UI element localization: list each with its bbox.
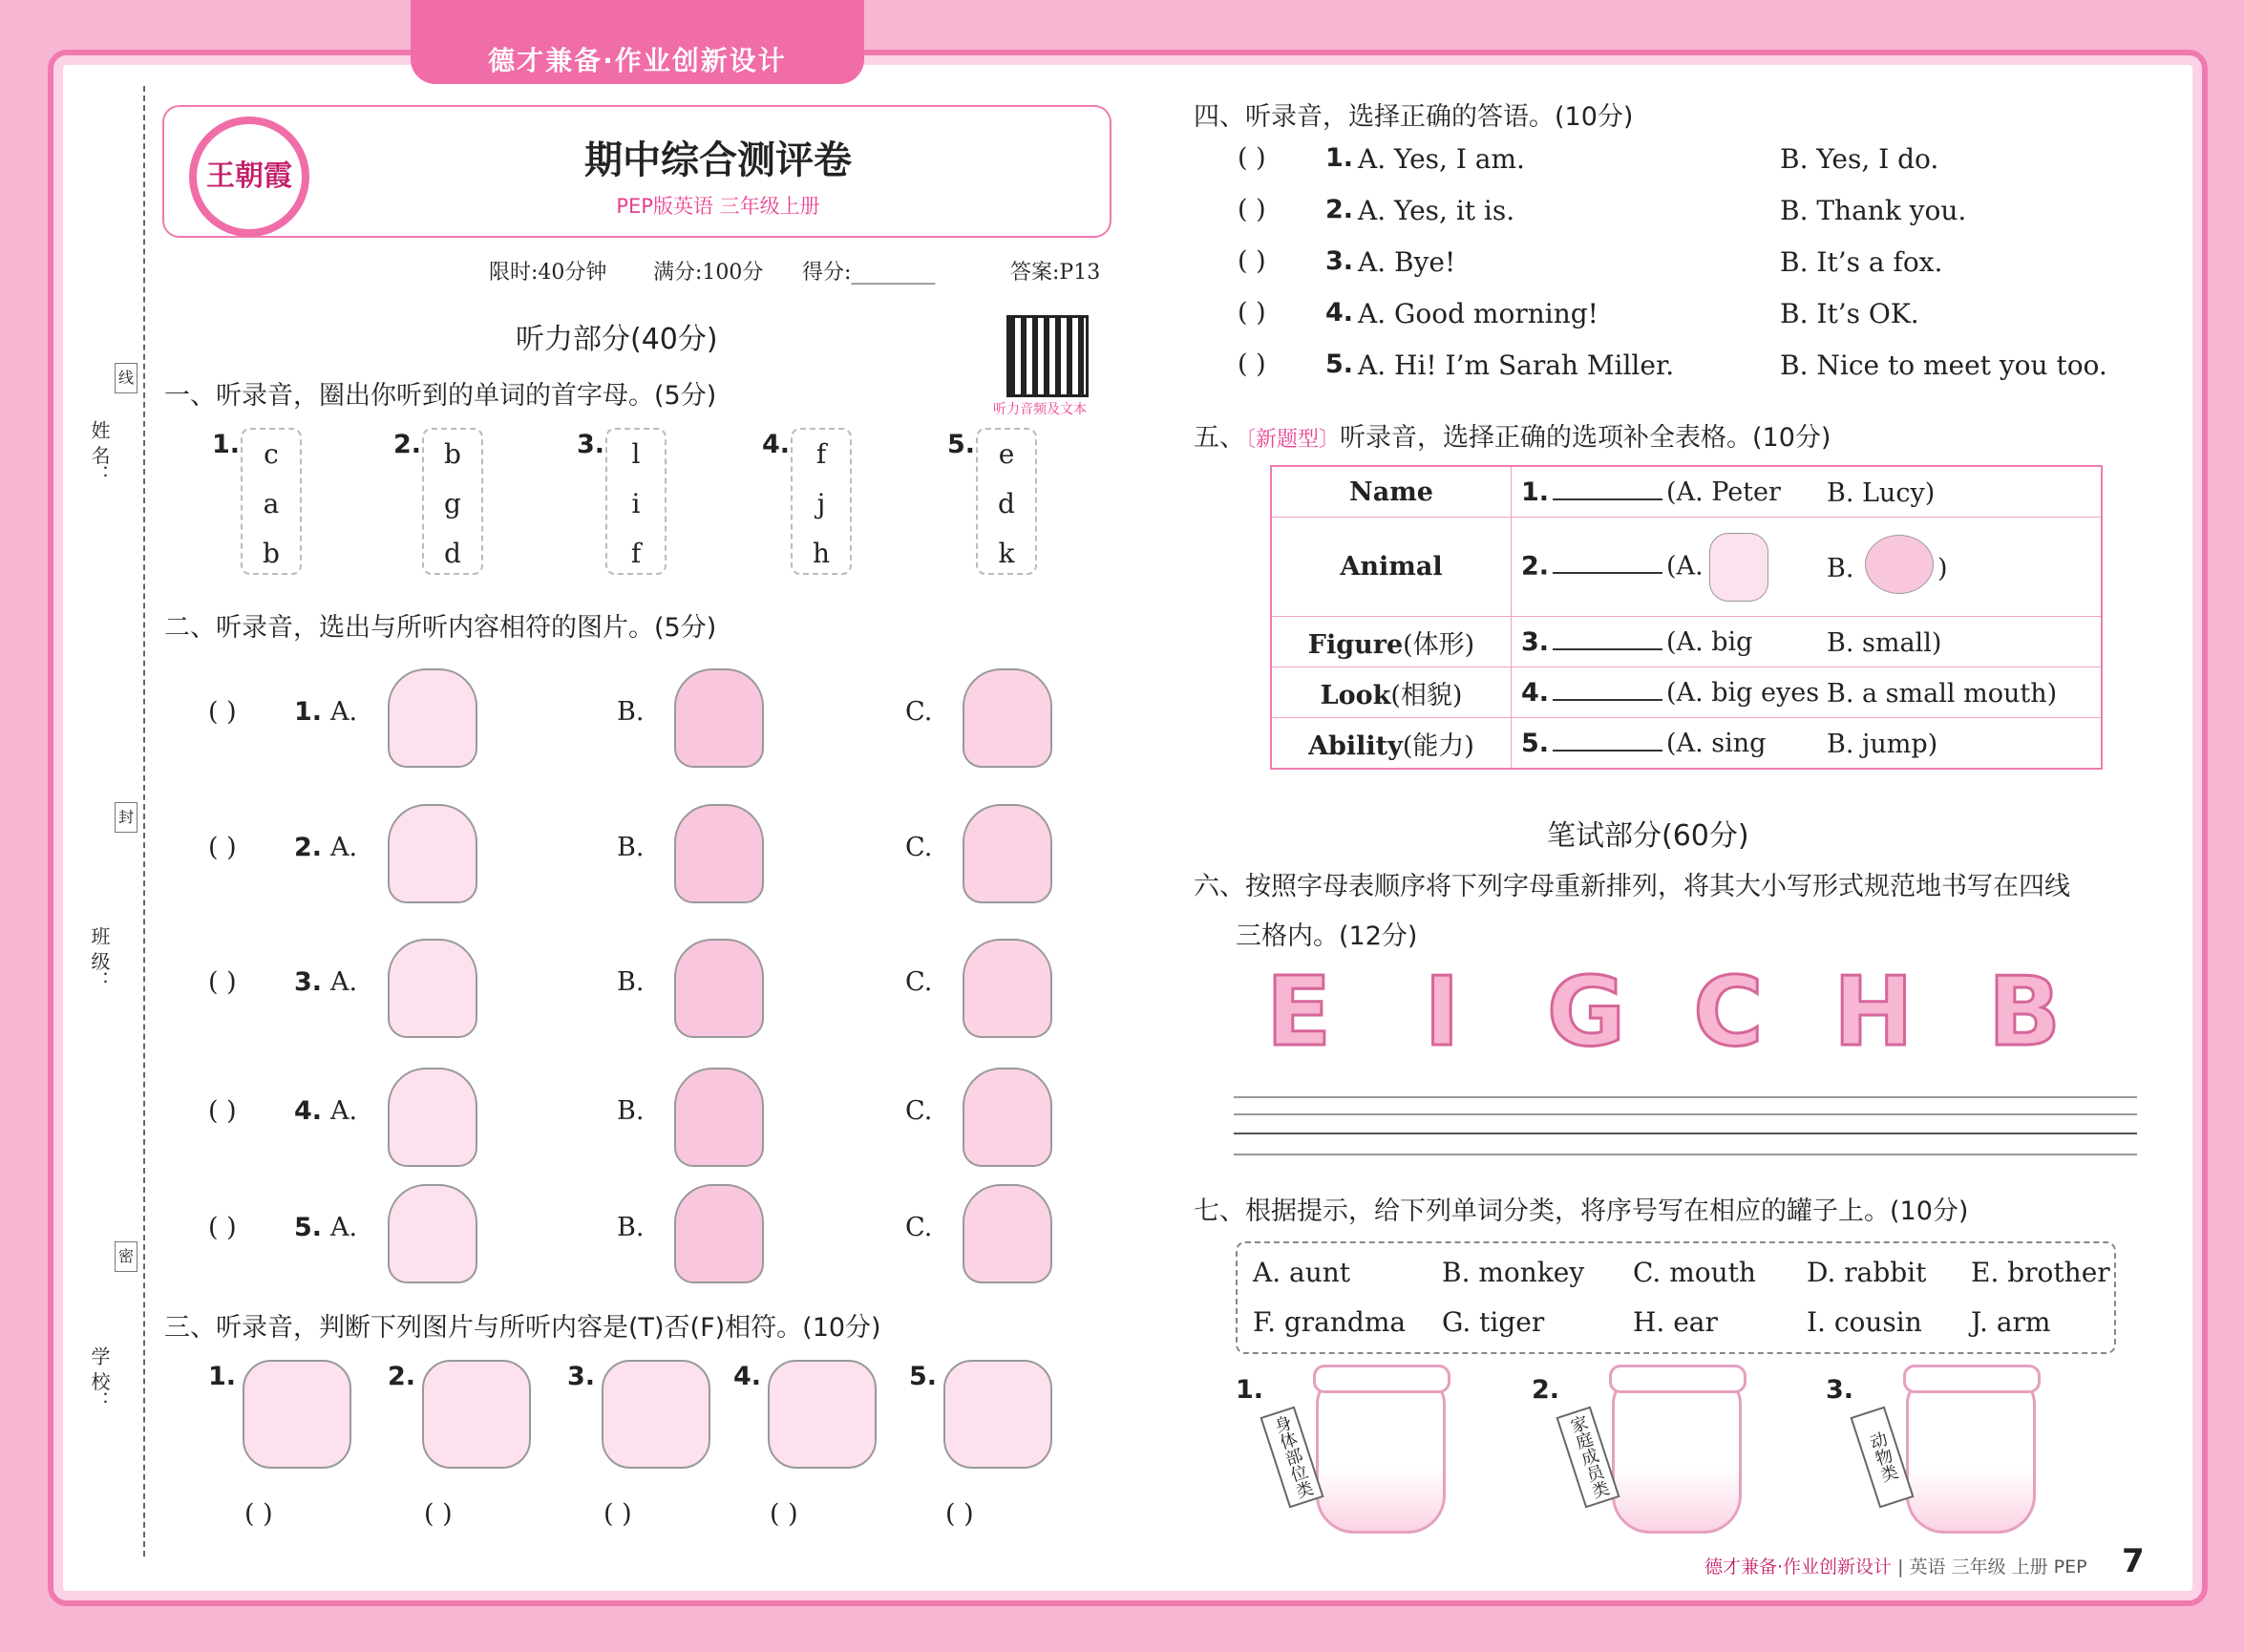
letter-choice-box <box>976 428 1037 575</box>
option-a-label: A. <box>330 833 358 862</box>
giraffe-icon[interactable] <box>963 939 1052 1038</box>
section-1-title: 一、听录音，圈出你听到的单词的首字母。(5分) <box>164 381 717 411</box>
s5-item-number: 2. <box>1521 551 1550 581</box>
answer-paren[interactable]: ( ) <box>208 1096 237 1126</box>
section-7-title: 七、根据提示，给下列单词分类，将序号写在相应的罐子上。(10分) <box>1194 1197 1969 1226</box>
option-c-label: C. <box>905 967 933 997</box>
s4-option-a[interactable]: A. Bye! <box>1358 246 1456 278</box>
score-blank[interactable]: 得分:________ <box>802 261 936 285</box>
s4-item-number: 2. <box>1325 195 1354 224</box>
paper-subtitle: PEP版英语 三年级上册 <box>616 195 820 218</box>
page-frame <box>48 50 2208 1606</box>
tf-answer-paren[interactable]: ( ) <box>244 1499 273 1529</box>
option-b-label: B. <box>617 1213 645 1242</box>
letter-option[interactable]: f <box>815 438 827 470</box>
s4-item-number: 1. <box>1325 143 1354 173</box>
brand-logo: 王朝霞 <box>189 116 309 237</box>
word-item: A. aunt <box>1253 1257 1351 1288</box>
tf-picture-icon <box>943 1360 1052 1469</box>
row-header-en: Figure <box>1307 629 1404 660</box>
jar-number: 2. <box>1532 1375 1560 1405</box>
table-row <box>1271 667 2102 718</box>
table-row <box>1271 466 2102 518</box>
letter-choice-box <box>605 428 667 575</box>
elephant-icon[interactable] <box>674 939 764 1038</box>
hospital-icon[interactable] <box>963 1184 1052 1283</box>
page-number: 7 <box>2122 1542 2145 1580</box>
option-b-label: B. <box>617 833 645 862</box>
cartoon-letter: E <box>1265 956 1332 1068</box>
s4-answer-paren[interactable]: ( ) <box>1238 298 1266 328</box>
s4-option-b[interactable]: B. It’s a fox. <box>1780 246 1943 278</box>
s5-option-b[interactable]: B. small) <box>1827 628 1942 658</box>
cat-icon <box>1709 533 1768 602</box>
tf-picture-icon <box>422 1360 531 1469</box>
s5-item-number: 3. <box>1521 626 1550 657</box>
s2-item-number: 4. <box>294 1096 323 1126</box>
jar-lid <box>1609 1365 1747 1393</box>
tf-answer-paren[interactable]: ( ) <box>424 1499 453 1529</box>
s4-item-number: 4. <box>1325 298 1354 328</box>
letter-option[interactable]: b <box>444 438 461 470</box>
s5-option-a[interactable]: (A. Peter <box>1666 477 1781 507</box>
paren-close: ) <box>1937 554 1948 583</box>
four-line-1 <box>1234 1096 2137 1098</box>
option-a-label: A. <box>330 1096 358 1126</box>
row-header-cn: (体形) <box>1403 629 1475 660</box>
section-4-title: 四、听录音，选择正确的答语。(10分) <box>1194 102 1634 132</box>
s4-item-number: 5. <box>1325 349 1354 379</box>
word-item: G. tiger <box>1442 1306 1545 1338</box>
children-playing-icon[interactable] <box>674 1068 764 1167</box>
jar-icon[interactable] <box>1316 1375 1446 1534</box>
tiger-icon[interactable] <box>963 804 1052 903</box>
row-header-en: Animal <box>1340 552 1443 582</box>
section-6-title-line1: 六、按照字母表顺序将下列字母重新排列，将其大小写形式规范地书写在四线 <box>1194 872 2070 901</box>
s5-item-number: 4. <box>1521 677 1550 708</box>
s1-item-number: 2. <box>393 430 422 459</box>
section-5-title <box>1194 416 1831 454</box>
word-item: D. rabbit <box>1807 1257 1927 1288</box>
s4-option-b[interactable]: B. Nice to meet you too. <box>1780 349 2107 381</box>
row-options <box>1512 617 2103 667</box>
letter-choice-box <box>241 428 302 575</box>
class-field: 班 级： <box>88 926 111 990</box>
row-options <box>1512 466 2103 518</box>
s3-item-number: 1. <box>208 1362 237 1391</box>
school-building-icon[interactable] <box>674 1184 764 1283</box>
section-6-title-line2: 三格内。(12分) <box>1236 921 1418 951</box>
row-header-en: Name <box>1349 477 1433 507</box>
s1-item-number: 1. <box>212 430 241 459</box>
row-header <box>1271 518 1512 617</box>
grandpa-icon[interactable] <box>963 668 1052 768</box>
row-header <box>1271 466 1512 518</box>
new-type-tag: 〔新题型〕 <box>1245 428 1341 452</box>
table-row <box>1271 518 2102 617</box>
option-c-label: C. <box>905 1096 933 1126</box>
qr-caption: 听力音频及文本 <box>993 402 1087 417</box>
answer-paren[interactable]: ( ) <box>208 697 237 727</box>
jar-number: 3. <box>1826 1375 1854 1405</box>
time-limit: 限时:40分钟 <box>489 261 607 285</box>
s4-option-a[interactable]: A. Yes, I am. <box>1358 143 1525 175</box>
footer-rest: | 英语 三年级 上册 PEP <box>1897 1557 2087 1578</box>
word-item: F. grandma <box>1253 1306 1407 1338</box>
s2-item-number: 2. <box>294 833 323 862</box>
tf-answer-paren[interactable]: ( ) <box>603 1499 632 1529</box>
letter-option[interactable]: i <box>631 488 641 519</box>
letter-choice-box <box>791 428 852 575</box>
tf-answer-paren[interactable]: ( ) <box>770 1499 798 1529</box>
answer-paren[interactable]: ( ) <box>208 833 237 862</box>
monkey-icon[interactable] <box>388 939 477 1038</box>
section-5-prefix: 五、 <box>1194 423 1245 453</box>
letter-option[interactable]: d <box>998 488 1015 519</box>
answer-blank[interactable] <box>1553 750 1662 752</box>
s5-option-a[interactable]: (A. big eyes <box>1666 677 1820 708</box>
s5-option-b[interactable]: B. jump) <box>1827 730 1938 759</box>
brand-tab: 德才兼备·作业创新设计 <box>411 0 864 84</box>
s1-item-number: 4. <box>762 430 791 459</box>
letter-option[interactable]: a <box>263 488 280 519</box>
cartoon-letter: H <box>1833 956 1914 1068</box>
s1-item-number: 5. <box>947 430 976 459</box>
letter-option[interactable]: h <box>812 538 831 569</box>
row-header-en: Look <box>1320 680 1391 710</box>
row-header <box>1271 718 1512 770</box>
s4-option-b[interactable]: B. It’s OK. <box>1780 298 1919 329</box>
jar-tag: 家庭成员类 <box>1556 1407 1619 1509</box>
table-row <box>1271 718 2102 770</box>
cartoon-letter: C <box>1693 956 1764 1068</box>
jar-lid <box>1903 1365 2041 1393</box>
four-line-2 <box>1234 1113 2137 1115</box>
boy-icon[interactable] <box>388 668 477 768</box>
writing-part-title: 笔试部分(60分) <box>1547 819 1749 853</box>
zoo-gate-icon[interactable] <box>388 1184 477 1283</box>
s4-answer-paren[interactable]: ( ) <box>1238 195 1266 224</box>
option-b-label: B. <box>617 1096 645 1126</box>
section-5-text: 听录音，选择正确的选项补全表格。(10分) <box>1340 423 1831 453</box>
word-item: I. cousin <box>1807 1306 1922 1338</box>
s3-item-number: 2. <box>388 1362 416 1391</box>
s5-item-number: 1. <box>1521 477 1550 507</box>
s4-option-a[interactable]: A. Yes, it is. <box>1358 195 1515 226</box>
s3-item-number: 4. <box>733 1362 762 1391</box>
letter-option[interactable]: c <box>264 438 279 470</box>
girl-icon[interactable] <box>674 668 764 768</box>
letter-option[interactable]: e <box>998 438 1015 470</box>
s4-option-b[interactable]: B. Thank you. <box>1780 195 1967 226</box>
s5-option-b[interactable]: B. Lucy) <box>1827 478 1936 508</box>
answer-blank[interactable] <box>1553 648 1662 650</box>
rabbit-icon[interactable] <box>674 804 764 903</box>
s5-option-a[interactable]: (A. sing <box>1666 728 1767 758</box>
name-field: 姓 名： <box>88 420 111 484</box>
s2-item-number: 5. <box>294 1213 323 1242</box>
qr-code-icon[interactable] <box>1006 315 1089 397</box>
tf-picture-icon <box>243 1360 351 1469</box>
row-header <box>1271 617 1512 667</box>
school-field: 学 校： <box>88 1346 111 1410</box>
word-item: C. mouth <box>1633 1257 1756 1288</box>
full-score: 满分:100分 <box>653 261 764 285</box>
answer-blank[interactable] <box>1553 699 1662 701</box>
row-header-cn: (相貌) <box>1390 680 1463 710</box>
word-item: J. arm <box>1971 1306 2051 1338</box>
letter-option[interactable]: g <box>444 488 461 519</box>
jar-lid <box>1313 1365 1450 1393</box>
letter-option[interactable]: l <box>631 438 641 470</box>
fill-table <box>1270 465 2103 770</box>
paper-title: 期中综合测评卷 <box>584 138 852 182</box>
s2-item-number: 1. <box>294 697 323 727</box>
s5-option-b[interactable]: B. <box>1827 554 1854 583</box>
option-c-label: C. <box>905 833 933 862</box>
answer-blank[interactable] <box>1553 498 1662 500</box>
letter-option[interactable]: b <box>263 538 280 569</box>
letter-option[interactable]: f <box>630 538 642 569</box>
jar-tag: 动物类 <box>1850 1407 1914 1509</box>
answer-ref: 答案:P13 <box>1010 261 1101 285</box>
s5-option-a[interactable]: (A. big <box>1666 626 1753 657</box>
table-row <box>1271 617 2102 667</box>
cut-line-mark: 线 <box>115 363 138 393</box>
seal-mark: 封 <box>115 802 138 833</box>
footer-brand: 德才兼备·作业创新设计 <box>1704 1557 1893 1578</box>
tf-picture-icon <box>602 1360 710 1469</box>
option-b-label: B. <box>617 697 645 727</box>
two-boys-icon[interactable] <box>388 1068 477 1167</box>
row-header <box>1271 667 1512 718</box>
s3-item-number: 3. <box>567 1362 596 1391</box>
option-a-label: A. <box>330 697 358 727</box>
jar-tag: 身体部位类 <box>1260 1407 1323 1509</box>
paper-header <box>162 105 1111 238</box>
word-item: B. monkey <box>1442 1257 1585 1288</box>
s2-item-number: 3. <box>294 967 323 997</box>
section-3-title: 三、听录音，判断下列图片与所听内容是(T)否(F)相符。(10分) <box>164 1313 881 1343</box>
s4-answer-paren[interactable]: ( ) <box>1238 143 1266 173</box>
letter-choice-box <box>422 428 483 575</box>
s4-item-number: 3. <box>1325 246 1354 276</box>
option-a-label: A. <box>330 967 358 997</box>
cartoon-letter: B <box>1987 956 2062 1068</box>
answer-paren[interactable]: ( ) <box>208 967 237 997</box>
row-header-cn: (能力) <box>1402 731 1474 761</box>
boys-helping-icon[interactable] <box>963 1068 1052 1167</box>
letter-option[interactable]: j <box>816 488 826 519</box>
s3-item-number: 5. <box>909 1362 938 1391</box>
s4-answer-paren[interactable]: ( ) <box>1238 246 1266 276</box>
s1-item-number: 3. <box>577 430 605 459</box>
footer-text <box>1704 1553 2087 1578</box>
cartoon-letter: I <box>1424 956 1460 1068</box>
option-c-label: C. <box>905 1213 933 1242</box>
jar-number: 1. <box>1236 1375 1264 1405</box>
s4-answer-paren[interactable]: ( ) <box>1238 349 1266 379</box>
s4-option-a[interactable]: A. Hi! I’m Sarah Miller. <box>1358 349 1675 381</box>
tf-picture-icon <box>768 1360 877 1469</box>
s5-option-a[interactable]: (A. <box>1666 551 1704 581</box>
row-options <box>1512 718 2103 770</box>
jar-icon[interactable] <box>1612 1375 1742 1534</box>
row-options <box>1512 518 2103 617</box>
option-c-label: C. <box>905 697 933 727</box>
letter-option[interactable]: k <box>998 538 1015 569</box>
binding-sidebar <box>76 86 145 1557</box>
jar-icon[interactable] <box>1906 1375 2036 1534</box>
letter-option[interactable]: d <box>444 538 461 569</box>
cartoon-letter: G <box>1547 956 1626 1068</box>
four-line-4[interactable] <box>1234 1154 2137 1155</box>
s4-option-b[interactable]: B. Yes, I do. <box>1780 143 1939 175</box>
s5-item-number: 5. <box>1521 728 1550 758</box>
tf-answer-paren[interactable]: ( ) <box>945 1499 974 1529</box>
s5-option-b[interactable]: B. a small mouth) <box>1827 679 2058 709</box>
word-item: E. brother <box>1971 1257 2110 1288</box>
word-item: H. ear <box>1633 1306 1718 1338</box>
row-header-en: Ability <box>1308 731 1403 761</box>
listening-part-title: 听力部分(40分) <box>516 323 718 356</box>
dog-icon[interactable] <box>388 804 477 903</box>
answer-paren[interactable]: ( ) <box>208 1213 237 1242</box>
row-options <box>1512 667 2103 718</box>
secret-mark: 密 <box>115 1241 138 1272</box>
section-2-title: 二、听录音，选出与所听内容相符的图片。(5分) <box>164 613 717 643</box>
bird-icon <box>1865 535 1934 594</box>
option-b-label: B. <box>617 967 645 997</box>
s4-option-a[interactable]: A. Good morning! <box>1358 298 1598 329</box>
four-line-3 <box>1234 1133 2137 1134</box>
answer-blank[interactable] <box>1553 572 1662 574</box>
option-a-label: A. <box>330 1213 358 1242</box>
word-bank <box>1236 1241 2116 1354</box>
